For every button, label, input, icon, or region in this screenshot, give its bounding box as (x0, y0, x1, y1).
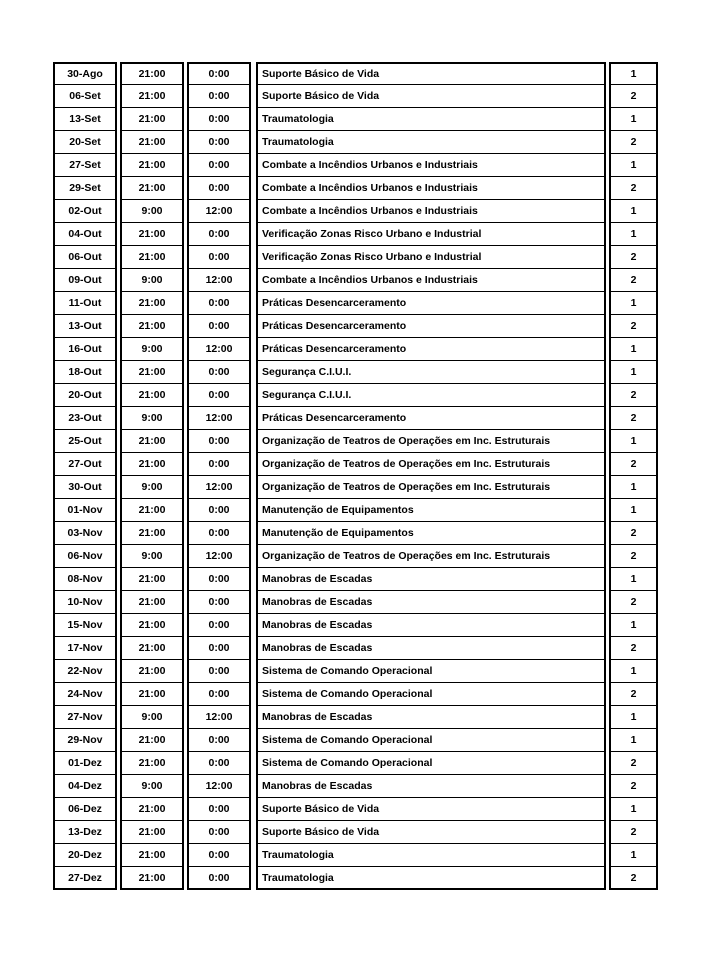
end-time-cell: 0:00 (187, 85, 251, 108)
group-cell: 1 (609, 62, 658, 85)
table-row (53, 269, 658, 292)
start-time-cell: 21:00 (120, 821, 184, 844)
end-time-cell: 0:00 (187, 361, 251, 384)
start-time-cell: 21:00 (120, 62, 184, 85)
end-time-cell: 12:00 (187, 476, 251, 499)
end-time-cell: 0:00 (187, 752, 251, 775)
start-time-cell: 9:00 (120, 545, 184, 568)
topic-cell: Sistema de Comando Operacional (256, 752, 606, 775)
start-time-cell: 21:00 (120, 361, 184, 384)
group-cell: 2 (609, 752, 658, 775)
topic-cell: Suporte Básico de Vida (256, 798, 606, 821)
end-time-cell: 12:00 (187, 338, 251, 361)
date-cell: 29-Nov (53, 729, 117, 752)
start-time-cell: 21:00 (120, 453, 184, 476)
topic-cell: Manobras de Escadas (256, 637, 606, 660)
end-time-cell: 0:00 (187, 568, 251, 591)
date-cell: 27-Set (53, 154, 117, 177)
table-row (53, 292, 658, 315)
start-time-cell: 9:00 (120, 706, 184, 729)
start-time-cell: 21:00 (120, 683, 184, 706)
topic-cell: Suporte Básico de Vida (256, 62, 606, 85)
table-row (53, 407, 658, 430)
topic-cell: Traumatologia (256, 867, 606, 890)
start-time-cell: 21:00 (120, 568, 184, 591)
start-time-cell: 21:00 (120, 591, 184, 614)
group-cell: 2 (609, 775, 658, 798)
group-cell: 2 (609, 821, 658, 844)
topic-cell: Traumatologia (256, 131, 606, 154)
start-time-cell: 21:00 (120, 798, 184, 821)
topic-cell: Manobras de Escadas (256, 775, 606, 798)
start-time-cell: 21:00 (120, 637, 184, 660)
table-row (53, 729, 658, 752)
date-cell: 30-Ago (53, 62, 117, 85)
date-cell: 08-Nov (53, 568, 117, 591)
end-time-cell: 0:00 (187, 177, 251, 200)
table-row (53, 499, 658, 522)
group-cell: 2 (609, 85, 658, 108)
start-time-cell: 21:00 (120, 729, 184, 752)
topic-cell: Práticas Desencarceramento (256, 292, 606, 315)
end-time-cell: 0:00 (187, 154, 251, 177)
table-row (53, 844, 658, 867)
schedule-table (53, 62, 658, 890)
topic-cell: Segurança C.I.U.I. (256, 384, 606, 407)
group-cell: 2 (609, 522, 658, 545)
group-cell: 1 (609, 200, 658, 223)
table-row (53, 200, 658, 223)
end-time-cell: 0:00 (187, 292, 251, 315)
group-cell: 1 (609, 614, 658, 637)
start-time-cell: 21:00 (120, 614, 184, 637)
table-row (53, 154, 658, 177)
topic-cell: Práticas Desencarceramento (256, 315, 606, 338)
date-cell: 29-Set (53, 177, 117, 200)
start-time-cell: 21:00 (120, 430, 184, 453)
end-time-cell: 0:00 (187, 62, 251, 85)
start-time-cell: 21:00 (120, 499, 184, 522)
group-cell: 1 (609, 660, 658, 683)
table-row (53, 798, 658, 821)
end-time-cell: 0:00 (187, 798, 251, 821)
end-time-cell: 0:00 (187, 614, 251, 637)
table-row (53, 246, 658, 269)
topic-cell: Suporte Básico de Vida (256, 85, 606, 108)
end-time-cell: 12:00 (187, 545, 251, 568)
topic-cell: Combate a Incêndios Urbanos e Industriais (256, 269, 606, 292)
group-cell: 1 (609, 729, 658, 752)
end-time-cell: 0:00 (187, 246, 251, 269)
table-row (53, 568, 658, 591)
table-row (53, 430, 658, 453)
start-time-cell: 9:00 (120, 338, 184, 361)
start-time-cell: 9:00 (120, 407, 184, 430)
topic-cell: Segurança C.I.U.I. (256, 361, 606, 384)
group-cell: 2 (609, 867, 658, 890)
topic-cell: Manutenção de Equipamentos (256, 499, 606, 522)
table-row (53, 223, 658, 246)
start-time-cell: 21:00 (120, 315, 184, 338)
group-cell: 2 (609, 591, 658, 614)
group-cell: 1 (609, 292, 658, 315)
end-time-cell: 0:00 (187, 453, 251, 476)
date-cell: 06-Dez (53, 798, 117, 821)
topic-cell: Manobras de Escadas (256, 568, 606, 591)
date-cell: 01-Dez (53, 752, 117, 775)
topic-cell: Traumatologia (256, 108, 606, 131)
table-row (53, 821, 658, 844)
start-time-cell: 21:00 (120, 108, 184, 131)
date-cell: 04-Dez (53, 775, 117, 798)
date-cell: 11-Out (53, 292, 117, 315)
table-row (53, 867, 658, 890)
date-cell: 27-Nov (53, 706, 117, 729)
table-row (53, 614, 658, 637)
table-row (53, 315, 658, 338)
date-cell: 01-Nov (53, 499, 117, 522)
topic-cell: Manutenção de Equipamentos (256, 522, 606, 545)
date-cell: 20-Out (53, 384, 117, 407)
start-time-cell: 21:00 (120, 131, 184, 154)
group-cell: 2 (609, 407, 658, 430)
start-time-cell: 21:00 (120, 384, 184, 407)
end-time-cell: 0:00 (187, 223, 251, 246)
end-time-cell: 0:00 (187, 683, 251, 706)
start-time-cell: 21:00 (120, 522, 184, 545)
date-cell: 03-Nov (53, 522, 117, 545)
end-time-cell: 12:00 (187, 775, 251, 798)
end-time-cell: 0:00 (187, 499, 251, 522)
table-row (53, 384, 658, 407)
date-cell: 06-Set (53, 85, 117, 108)
end-time-cell: 0:00 (187, 729, 251, 752)
table-row (53, 361, 658, 384)
date-cell: 27-Out (53, 453, 117, 476)
end-time-cell: 0:00 (187, 821, 251, 844)
table-row (53, 476, 658, 499)
date-cell: 13-Out (53, 315, 117, 338)
date-cell: 27-Dez (53, 867, 117, 890)
end-time-cell: 0:00 (187, 660, 251, 683)
table-row (53, 545, 658, 568)
topic-cell: Combate a Incêndios Urbanos e Industriais (256, 154, 606, 177)
date-cell: 23-Out (53, 407, 117, 430)
end-time-cell: 12:00 (187, 706, 251, 729)
date-cell: 06-Nov (53, 545, 117, 568)
topic-cell: Verificação Zonas Risco Urbano e Industrial (256, 223, 606, 246)
group-cell: 1 (609, 499, 658, 522)
date-cell: 06-Out (53, 246, 117, 269)
end-time-cell: 0:00 (187, 637, 251, 660)
date-cell: 24-Nov (53, 683, 117, 706)
start-time-cell: 9:00 (120, 476, 184, 499)
date-cell: 13-Set (53, 108, 117, 131)
group-cell: 2 (609, 384, 658, 407)
date-cell: 15-Nov (53, 614, 117, 637)
start-time-cell: 21:00 (120, 223, 184, 246)
start-time-cell: 9:00 (120, 200, 184, 223)
table-row (53, 706, 658, 729)
table-row (53, 775, 658, 798)
group-cell: 1 (609, 361, 658, 384)
group-cell: 2 (609, 545, 658, 568)
end-time-cell: 12:00 (187, 407, 251, 430)
table-row (53, 85, 658, 108)
table-row (53, 752, 658, 775)
topic-cell: Traumatologia (256, 844, 606, 867)
table-row (53, 660, 658, 683)
group-cell: 2 (609, 453, 658, 476)
group-cell: 1 (609, 706, 658, 729)
start-time-cell: 21:00 (120, 292, 184, 315)
topic-cell: Organização de Teatros de Operações em Inc. Estruturais (256, 430, 606, 453)
start-time-cell: 21:00 (120, 85, 184, 108)
group-cell: 1 (609, 154, 658, 177)
end-time-cell: 0:00 (187, 844, 251, 867)
group-cell: 2 (609, 269, 658, 292)
table-row (53, 683, 658, 706)
group-cell: 1 (609, 568, 658, 591)
start-time-cell: 9:00 (120, 775, 184, 798)
end-time-cell: 0:00 (187, 131, 251, 154)
start-time-cell: 21:00 (120, 844, 184, 867)
start-time-cell: 21:00 (120, 246, 184, 269)
date-cell: 25-Out (53, 430, 117, 453)
topic-cell: Práticas Desencarceramento (256, 338, 606, 361)
date-cell: 22-Nov (53, 660, 117, 683)
start-time-cell: 21:00 (120, 867, 184, 890)
date-cell: 13-Dez (53, 821, 117, 844)
topic-cell: Práticas Desencarceramento (256, 407, 606, 430)
topic-cell: Manobras de Escadas (256, 614, 606, 637)
table-row (53, 637, 658, 660)
date-cell: 17-Nov (53, 637, 117, 660)
group-cell: 1 (609, 476, 658, 499)
topic-cell: Sistema de Comando Operacional (256, 729, 606, 752)
topic-cell: Sistema de Comando Operacional (256, 660, 606, 683)
topic-cell: Combate a Incêndios Urbanos e Industriais (256, 177, 606, 200)
end-time-cell: 0:00 (187, 522, 251, 545)
table-row (53, 338, 658, 361)
topic-cell: Verificação Zonas Risco Urbano e Industrial (256, 246, 606, 269)
end-time-cell: 0:00 (187, 867, 251, 890)
table-row (53, 177, 658, 200)
topic-cell: Suporte Básico de Vida (256, 821, 606, 844)
table-row (53, 453, 658, 476)
start-time-cell: 21:00 (120, 154, 184, 177)
date-cell: 04-Out (53, 223, 117, 246)
topic-cell: Manobras de Escadas (256, 591, 606, 614)
table-row (53, 591, 658, 614)
group-cell: 2 (609, 131, 658, 154)
start-time-cell: 21:00 (120, 752, 184, 775)
topic-cell: Sistema de Comando Operacional (256, 683, 606, 706)
group-cell: 1 (609, 108, 658, 131)
topic-cell: Organização de Teatros de Operações em Inc. Estruturais (256, 545, 606, 568)
end-time-cell: 0:00 (187, 384, 251, 407)
group-cell: 2 (609, 246, 658, 269)
table-row (53, 131, 658, 154)
start-time-cell: 21:00 (120, 660, 184, 683)
group-cell: 1 (609, 798, 658, 821)
topic-cell: Organização de Teatros de Operações em Inc. Estruturais (256, 476, 606, 499)
topic-cell: Organização de Teatros de Operações em Inc. Estruturais (256, 453, 606, 476)
group-cell: 2 (609, 637, 658, 660)
topic-cell: Manobras de Escadas (256, 706, 606, 729)
date-cell: 30-Out (53, 476, 117, 499)
date-cell: 20-Dez (53, 844, 117, 867)
end-time-cell: 0:00 (187, 315, 251, 338)
end-time-cell: 12:00 (187, 200, 251, 223)
group-cell: 1 (609, 844, 658, 867)
table-row (53, 522, 658, 545)
group-cell: 1 (609, 223, 658, 246)
date-cell: 02-Out (53, 200, 117, 223)
start-time-cell: 9:00 (120, 269, 184, 292)
group-cell: 1 (609, 338, 658, 361)
start-time-cell: 21:00 (120, 177, 184, 200)
table-row (53, 108, 658, 131)
end-time-cell: 0:00 (187, 108, 251, 131)
group-cell: 2 (609, 315, 658, 338)
date-cell: 09-Out (53, 269, 117, 292)
end-time-cell: 0:00 (187, 430, 251, 453)
end-time-cell: 12:00 (187, 269, 251, 292)
date-cell: 18-Out (53, 361, 117, 384)
date-cell: 10-Nov (53, 591, 117, 614)
date-cell: 16-Out (53, 338, 117, 361)
topic-cell: Combate a Incêndios Urbanos e Industriais (256, 200, 606, 223)
group-cell: 1 (609, 430, 658, 453)
group-cell: 2 (609, 177, 658, 200)
group-cell: 2 (609, 683, 658, 706)
date-cell: 20-Set (53, 131, 117, 154)
end-time-cell: 0:00 (187, 591, 251, 614)
table-row (53, 62, 658, 85)
